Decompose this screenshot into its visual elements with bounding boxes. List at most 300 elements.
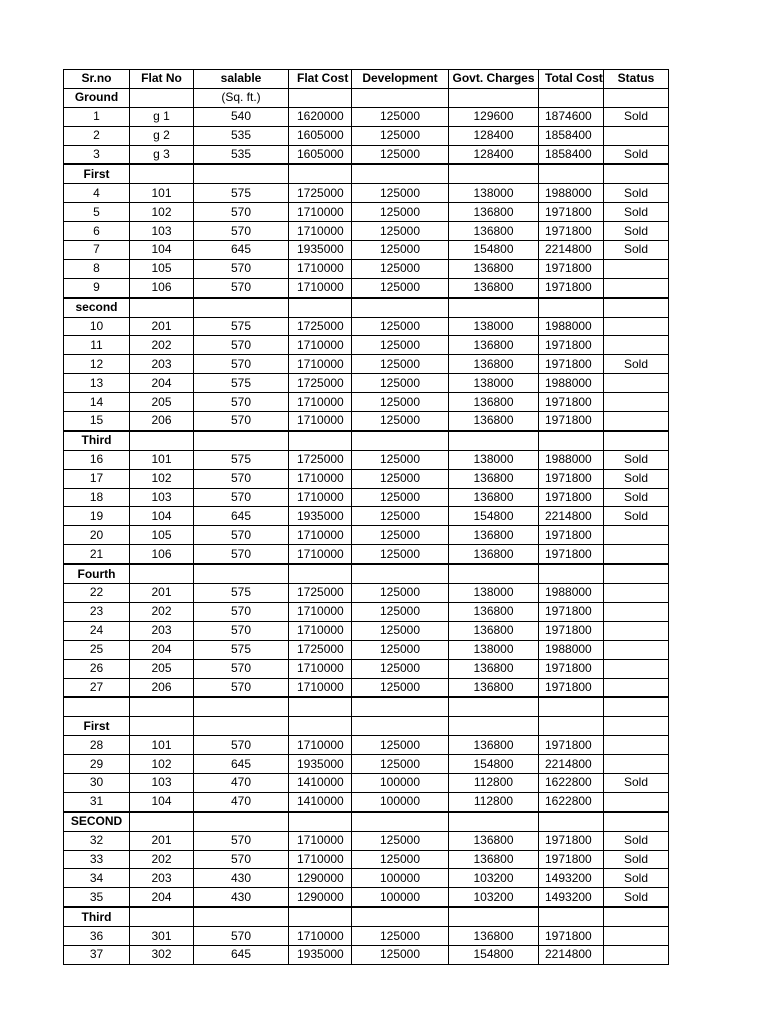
- cell-flat-no: 101: [130, 184, 194, 203]
- table-row: [64, 412, 669, 431]
- cell-flat-no: 203: [130, 355, 194, 374]
- cell-govt-charges: 136800: [449, 412, 539, 431]
- cell-flat-cost: [289, 431, 352, 450]
- cell-govt-charges: 136800: [449, 602, 539, 621]
- cell-development: 125000: [352, 259, 449, 278]
- flat-status-table: [63, 69, 669, 965]
- section-row: [64, 717, 669, 736]
- cell-govt-charges: 103200: [449, 869, 539, 888]
- cell-salable: 575: [194, 450, 289, 469]
- cell-total-cost: 1988000: [539, 450, 604, 469]
- cell-salable: 575: [194, 184, 289, 203]
- cell-status: [604, 621, 669, 640]
- cell-flat-no: 103: [130, 773, 194, 792]
- cell-flat-no: 105: [130, 526, 194, 545]
- table-row: [64, 203, 669, 222]
- cell-salable: 470: [194, 773, 289, 792]
- cell-flat-cost: 1935000: [289, 241, 352, 260]
- table-row: [64, 545, 669, 564]
- cell-salable: [194, 907, 289, 926]
- cell-status: Sold: [604, 488, 669, 507]
- cell-govt-charges: 136800: [449, 526, 539, 545]
- cell-flat-cost: 1710000: [289, 602, 352, 621]
- cell-flat-cost: [289, 564, 352, 583]
- cell-development: 125000: [352, 736, 449, 755]
- cell-development: 125000: [352, 355, 449, 374]
- cell-flat-no: 106: [130, 545, 194, 564]
- cell-development: 125000: [352, 659, 449, 678]
- table-row: [64, 355, 669, 374]
- cell-salable: 645: [194, 755, 289, 774]
- cell-development: [352, 88, 449, 107]
- cell-govt-charges: 112800: [449, 792, 539, 811]
- cell-govt-charges: [449, 164, 539, 183]
- cell-govt-charges: 136800: [449, 259, 539, 278]
- cell-salable: 645: [194, 945, 289, 964]
- cell-salable: 570: [194, 203, 289, 222]
- cell-flat-cost: 1710000: [289, 393, 352, 412]
- cell-sr-no: 25: [64, 640, 130, 659]
- cell-status: [604, 278, 669, 297]
- cell-development: [352, 431, 449, 450]
- section-row: [64, 88, 669, 107]
- table-row: [64, 317, 669, 336]
- cell-flat-no: 301: [130, 927, 194, 946]
- cell-govt-charges: 129600: [449, 107, 539, 126]
- cell-flat-no: 104: [130, 507, 194, 526]
- cell-flat-no: 204: [130, 374, 194, 393]
- cell-sr-no: SECOND: [64, 812, 130, 831]
- cell-total-cost: 1971800: [539, 203, 604, 222]
- cell-total-cost: 1971800: [539, 659, 604, 678]
- cell-flat-no: [130, 907, 194, 926]
- cell-sr-no: 23: [64, 602, 130, 621]
- cell-total-cost: [539, 717, 604, 736]
- cell-salable: 575: [194, 584, 289, 603]
- cell-status: [604, 717, 669, 736]
- cell-total-cost: 1971800: [539, 469, 604, 488]
- cell-salable: 570: [194, 659, 289, 678]
- table-row: [64, 869, 669, 888]
- cell-govt-charges: 136800: [449, 336, 539, 355]
- cell-flat-cost: 1710000: [289, 678, 352, 697]
- cell-total-cost: 1971800: [539, 545, 604, 564]
- cell-salable: 570: [194, 488, 289, 507]
- table-row: [64, 888, 669, 907]
- cell-flat-no: 202: [130, 602, 194, 621]
- table-row: [64, 850, 669, 869]
- cell-flat-cost: 1710000: [289, 736, 352, 755]
- cell-flat-cost: 1290000: [289, 869, 352, 888]
- cell-flat-cost: 1620000: [289, 107, 352, 126]
- cell-development: 125000: [352, 126, 449, 145]
- cell-status: [604, 640, 669, 659]
- table-row: [64, 469, 669, 488]
- cell-sr-no: 36: [64, 927, 130, 946]
- cell-flat-cost: [289, 907, 352, 926]
- table-row: [64, 773, 669, 792]
- cell-salable: 575: [194, 640, 289, 659]
- table-row: [64, 222, 669, 241]
- cell-sr-no: 18: [64, 488, 130, 507]
- table-row: [64, 107, 669, 126]
- cell-flat-no: 202: [130, 336, 194, 355]
- column-header-govt-charges: Govt. Charges: [449, 70, 539, 89]
- cell-development: [352, 907, 449, 926]
- cell-sr-no: 7: [64, 241, 130, 260]
- cell-govt-charges: [449, 717, 539, 736]
- cell-flat-no: 102: [130, 755, 194, 774]
- cell-flat-cost: 1725000: [289, 184, 352, 203]
- cell-total-cost: 2214800: [539, 507, 604, 526]
- cell-salable: 575: [194, 374, 289, 393]
- table-row: [64, 526, 669, 545]
- cell-flat-cost: 1935000: [289, 755, 352, 774]
- cell-sr-no: second: [64, 298, 130, 317]
- cell-govt-charges: [449, 697, 539, 716]
- cell-status: Sold: [604, 831, 669, 850]
- cell-flat-cost: 1605000: [289, 145, 352, 164]
- cell-govt-charges: 136800: [449, 659, 539, 678]
- cell-total-cost: 1988000: [539, 317, 604, 336]
- table-row: [64, 126, 669, 145]
- cell-flat-cost: 1710000: [289, 850, 352, 869]
- cell-flat-cost: 1710000: [289, 412, 352, 431]
- cell-flat-no: 204: [130, 888, 194, 907]
- cell-total-cost: 1971800: [539, 678, 604, 697]
- cell-flat-no: [130, 564, 194, 583]
- cell-flat-cost: 1725000: [289, 450, 352, 469]
- cell-status: Sold: [604, 773, 669, 792]
- cell-total-cost: 1971800: [539, 336, 604, 355]
- table-row: [64, 678, 669, 697]
- cell-flat-no: [130, 812, 194, 831]
- cell-status: [604, 526, 669, 545]
- cell-total-cost: 1622800: [539, 792, 604, 811]
- cell-salable: 540: [194, 107, 289, 126]
- cell-status: [604, 678, 669, 697]
- cell-status: Sold: [604, 355, 669, 374]
- cell-sr-no: 29: [64, 755, 130, 774]
- cell-salable: 570: [194, 259, 289, 278]
- cell-development: 125000: [352, 927, 449, 946]
- cell-sr-no: First: [64, 164, 130, 183]
- cell-govt-charges: 136800: [449, 545, 539, 564]
- cell-govt-charges: 128400: [449, 126, 539, 145]
- cell-flat-no: 203: [130, 869, 194, 888]
- cell-flat-no: 103: [130, 222, 194, 241]
- cell-flat-no: 102: [130, 469, 194, 488]
- cell-total-cost: 1971800: [539, 526, 604, 545]
- cell-flat-cost: 1710000: [289, 469, 352, 488]
- cell-sr-no: 19: [64, 507, 130, 526]
- cell-sr-no: 34: [64, 869, 130, 888]
- cell-development: 125000: [352, 184, 449, 203]
- cell-sr-no: 15: [64, 412, 130, 431]
- cell-sr-no: Fourth: [64, 564, 130, 583]
- table-row: [64, 584, 669, 603]
- blank-row: [64, 697, 669, 716]
- cell-flat-no: 103: [130, 488, 194, 507]
- column-header-sr-no: Sr.no: [64, 70, 130, 89]
- cell-flat-cost: 1725000: [289, 640, 352, 659]
- column-header-total-cost: Total Cost: [539, 70, 604, 89]
- cell-flat-no: 206: [130, 412, 194, 431]
- cell-status: Sold: [604, 184, 669, 203]
- cell-flat-no: 206: [130, 678, 194, 697]
- cell-flat-no: g 1: [130, 107, 194, 126]
- cell-flat-no: 202: [130, 850, 194, 869]
- cell-salable: 430: [194, 869, 289, 888]
- cell-salable: [194, 812, 289, 831]
- cell-development: 100000: [352, 888, 449, 907]
- cell-salable: 470: [194, 792, 289, 811]
- cell-sr-no: 35: [64, 888, 130, 907]
- cell-salable: 570: [194, 850, 289, 869]
- table-row: [64, 755, 669, 774]
- cell-total-cost: [539, 164, 604, 183]
- cell-total-cost: 1971800: [539, 355, 604, 374]
- table-row: [64, 184, 669, 203]
- cell-salable: [194, 697, 289, 716]
- table-row: [64, 927, 669, 946]
- table-row: [64, 259, 669, 278]
- cell-status: [604, 393, 669, 412]
- cell-salable: 570: [194, 678, 289, 697]
- cell-total-cost: 1858400: [539, 126, 604, 145]
- cell-salable: 570: [194, 336, 289, 355]
- cell-govt-charges: [449, 564, 539, 583]
- cell-salable: [194, 164, 289, 183]
- cell-flat-no: 205: [130, 393, 194, 412]
- cell-salable: 570: [194, 412, 289, 431]
- cell-sr-no: 33: [64, 850, 130, 869]
- cell-govt-charges: 136800: [449, 736, 539, 755]
- cell-sr-no: 9: [64, 278, 130, 297]
- cell-govt-charges: [449, 812, 539, 831]
- cell-salable: [194, 564, 289, 583]
- table-row: [64, 831, 669, 850]
- cell-salable: [194, 431, 289, 450]
- cell-govt-charges: [449, 431, 539, 450]
- cell-status: Sold: [604, 145, 669, 164]
- cell-total-cost: 2214800: [539, 755, 604, 774]
- cell-total-cost: [539, 431, 604, 450]
- section-row: [64, 812, 669, 831]
- cell-sr-no: 22: [64, 584, 130, 603]
- cell-flat-cost: 1710000: [289, 278, 352, 297]
- cell-status: [604, 88, 669, 107]
- table-row: [64, 507, 669, 526]
- cell-flat-no: 101: [130, 736, 194, 755]
- cell-flat-no: 203: [130, 621, 194, 640]
- cell-govt-charges: 136800: [449, 850, 539, 869]
- cell-flat-cost: 1290000: [289, 888, 352, 907]
- cell-salable: 570: [194, 526, 289, 545]
- cell-sr-no: 11: [64, 336, 130, 355]
- cell-status: [604, 755, 669, 774]
- cell-flat-cost: 1710000: [289, 526, 352, 545]
- cell-salable: (Sq. ft.): [194, 88, 289, 107]
- cell-flat-no: [130, 164, 194, 183]
- cell-development: 125000: [352, 278, 449, 297]
- cell-total-cost: 1971800: [539, 831, 604, 850]
- cell-total-cost: 1971800: [539, 278, 604, 297]
- table-row: [64, 488, 669, 507]
- column-header-status: Status: [604, 70, 669, 89]
- cell-govt-charges: 136800: [449, 927, 539, 946]
- cell-development: 125000: [352, 412, 449, 431]
- section-row: [64, 431, 669, 450]
- column-header-flat-cost: Flat Cost: [289, 70, 352, 89]
- cell-govt-charges: 154800: [449, 507, 539, 526]
- cell-total-cost: 1988000: [539, 374, 604, 393]
- cell-govt-charges: 154800: [449, 945, 539, 964]
- cell-govt-charges: 112800: [449, 773, 539, 792]
- cell-total-cost: 1988000: [539, 584, 604, 603]
- cell-total-cost: [539, 88, 604, 107]
- cell-total-cost: 2214800: [539, 241, 604, 260]
- cell-status: Sold: [604, 869, 669, 888]
- cell-sr-no: 31: [64, 792, 130, 811]
- cell-salable: 645: [194, 507, 289, 526]
- cell-total-cost: 1858400: [539, 145, 604, 164]
- cell-govt-charges: 138000: [449, 584, 539, 603]
- cell-salable: 570: [194, 393, 289, 412]
- cell-flat-no: g 3: [130, 145, 194, 164]
- cell-salable: 570: [194, 831, 289, 850]
- cell-sr-no: 14: [64, 393, 130, 412]
- cell-flat-no: [130, 88, 194, 107]
- cell-status: [604, 545, 669, 564]
- cell-govt-charges: [449, 88, 539, 107]
- section-row: [64, 164, 669, 183]
- cell-development: 125000: [352, 107, 449, 126]
- cell-flat-cost: [289, 88, 352, 107]
- cell-sr-no: 26: [64, 659, 130, 678]
- table-row: [64, 145, 669, 164]
- cell-sr-no: 32: [64, 831, 130, 850]
- cell-sr-no: 24: [64, 621, 130, 640]
- cell-flat-no: 201: [130, 317, 194, 336]
- table-row: [64, 945, 669, 964]
- cell-status: Sold: [604, 469, 669, 488]
- cell-sr-no: 27: [64, 678, 130, 697]
- cell-govt-charges: 136800: [449, 488, 539, 507]
- table-row: [64, 336, 669, 355]
- cell-sr-no: 4: [64, 184, 130, 203]
- cell-total-cost: 1988000: [539, 640, 604, 659]
- cell-flat-cost: 1710000: [289, 488, 352, 507]
- cell-flat-cost: [289, 717, 352, 736]
- table-row: [64, 241, 669, 260]
- table-row: [64, 602, 669, 621]
- cell-sr-no: 30: [64, 773, 130, 792]
- cell-sr-no: First: [64, 717, 130, 736]
- cell-flat-cost: [289, 812, 352, 831]
- cell-govt-charges: 136800: [449, 222, 539, 241]
- cell-govt-charges: 154800: [449, 755, 539, 774]
- cell-flat-no: [130, 431, 194, 450]
- cell-development: 125000: [352, 222, 449, 241]
- cell-govt-charges: 138000: [449, 640, 539, 659]
- cell-flat-no: 204: [130, 640, 194, 659]
- cell-total-cost: 1971800: [539, 927, 604, 946]
- cell-development: 125000: [352, 621, 449, 640]
- cell-development: 125000: [352, 640, 449, 659]
- cell-sr-no: 6: [64, 222, 130, 241]
- cell-status: [604, 659, 669, 678]
- cell-development: 125000: [352, 850, 449, 869]
- cell-status: [604, 259, 669, 278]
- cell-flat-cost: 1710000: [289, 927, 352, 946]
- cell-salable: [194, 717, 289, 736]
- cell-status: [604, 907, 669, 926]
- cell-flat-cost: [289, 164, 352, 183]
- cell-status: [604, 164, 669, 183]
- cell-sr-no: 12: [64, 355, 130, 374]
- cell-development: 125000: [352, 755, 449, 774]
- cell-total-cost: 1971800: [539, 412, 604, 431]
- cell-development: 125000: [352, 145, 449, 164]
- cell-flat-no: 105: [130, 259, 194, 278]
- cell-salable: 570: [194, 602, 289, 621]
- table-row: [64, 393, 669, 412]
- cell-development: 125000: [352, 678, 449, 697]
- cell-flat-no: 201: [130, 584, 194, 603]
- cell-flat-cost: 1710000: [289, 659, 352, 678]
- section-row: [64, 298, 669, 317]
- cell-status: [604, 927, 669, 946]
- table-row: [64, 736, 669, 755]
- cell-sr-no: 20: [64, 526, 130, 545]
- cell-status: [604, 317, 669, 336]
- cell-govt-charges: 136800: [449, 393, 539, 412]
- cell-development: 125000: [352, 945, 449, 964]
- cell-flat-cost: 1710000: [289, 336, 352, 355]
- cell-flat-cost: 1710000: [289, 621, 352, 640]
- cell-flat-cost: 1725000: [289, 584, 352, 603]
- cell-flat-no: g 2: [130, 126, 194, 145]
- cell-development: [352, 697, 449, 716]
- cell-development: 125000: [352, 602, 449, 621]
- cell-status: [604, 945, 669, 964]
- section-row: [64, 564, 669, 583]
- cell-flat-cost: 1935000: [289, 507, 352, 526]
- cell-salable: 570: [194, 278, 289, 297]
- cell-development: 100000: [352, 773, 449, 792]
- cell-flat-cost: 1710000: [289, 222, 352, 241]
- cell-development: 125000: [352, 450, 449, 469]
- cell-total-cost: 1622800: [539, 773, 604, 792]
- cell-development: 100000: [352, 792, 449, 811]
- cell-sr-no: 3: [64, 145, 130, 164]
- cell-sr-no: 13: [64, 374, 130, 393]
- cell-govt-charges: 136800: [449, 278, 539, 297]
- cell-status: Sold: [604, 222, 669, 241]
- cell-total-cost: 1988000: [539, 184, 604, 203]
- cell-total-cost: 1971800: [539, 222, 604, 241]
- cell-status: [604, 374, 669, 393]
- cell-development: 125000: [352, 317, 449, 336]
- cell-govt-charges: 136800: [449, 203, 539, 222]
- cell-govt-charges: 154800: [449, 241, 539, 260]
- cell-sr-no: 8: [64, 259, 130, 278]
- cell-govt-charges: [449, 907, 539, 926]
- cell-govt-charges: 136800: [449, 831, 539, 850]
- cell-govt-charges: 103200: [449, 888, 539, 907]
- cell-flat-no: 101: [130, 450, 194, 469]
